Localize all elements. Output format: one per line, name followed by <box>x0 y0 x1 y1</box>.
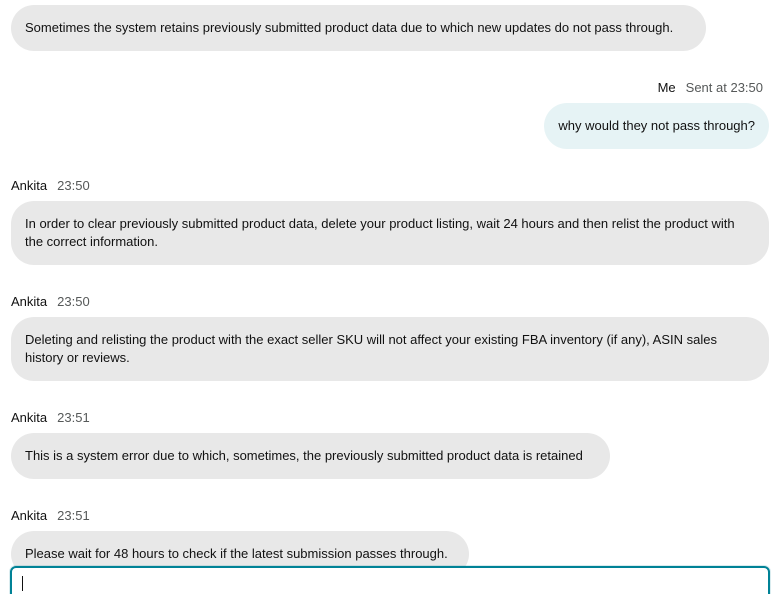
message-meta-agent <box>11 410 90 426</box>
message-meta-agent <box>11 294 90 310</box>
message-text: Deleting and relisting the product with the exact seller SKU will not affect your existing FBA inventory (if any), ASIN sales history or reviews. <box>25 332 717 365</box>
message-text: In order to clear previously submitted product data, delete your product listing, wait 24 hours and then relist the product with the correct information. <box>25 216 735 249</box>
message-time: 23:50 <box>57 294 90 309</box>
agent-message-bubble <box>11 317 769 381</box>
sender-name: Ankita <box>11 294 48 309</box>
message-time: 23:51 <box>57 508 90 523</box>
message-time: Sent at 23:50 <box>685 80 763 95</box>
message-meta-agent <box>11 508 90 524</box>
message-time: 23:51 <box>57 410 90 425</box>
sender-name: Ankita <box>11 410 48 425</box>
sender-name: Ankita <box>11 508 48 523</box>
agent-message-bubble <box>11 201 769 265</box>
sender-name: Ankita <box>11 178 48 193</box>
message-input[interactable] <box>20 574 723 594</box>
message-composer[interactable] <box>10 566 770 594</box>
message-text: This is a system error due to which, sometimes, the previously submitted product data is retained <box>25 448 583 463</box>
my-message-bubble <box>544 103 769 149</box>
sender-name: Me <box>657 80 676 95</box>
agent-message-bubble <box>11 5 706 51</box>
message-text: Please wait for 48 hours to check if the latest submission passes through. <box>25 546 448 561</box>
message-meta-me <box>658 80 763 96</box>
agent-message-bubble <box>11 433 610 479</box>
message-time: 23:50 <box>57 178 90 193</box>
message-text: why would they not pass through? <box>558 118 755 133</box>
message-meta-agent <box>11 178 90 194</box>
message-text: Sometimes the system retains previously submitted product data due to which new updates do not pass through. <box>25 20 674 35</box>
